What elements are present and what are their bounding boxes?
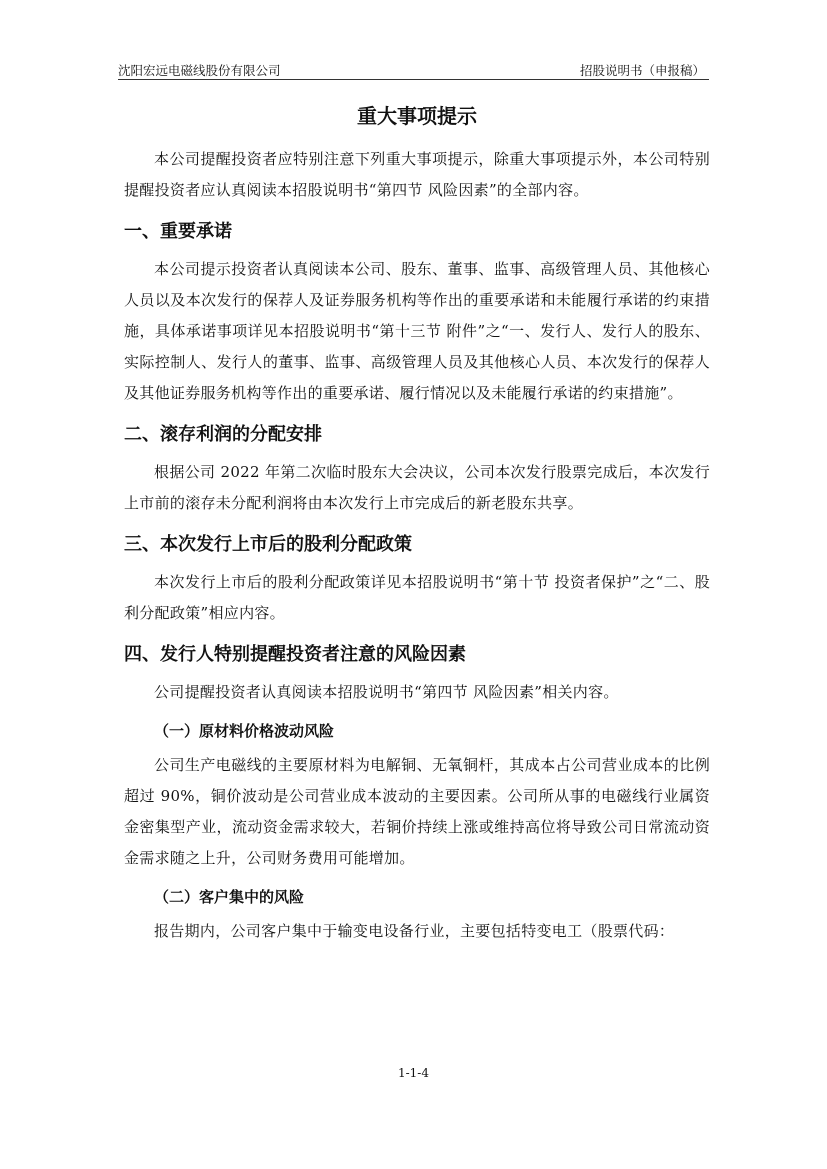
page-title: 重大事项提示: [357, 104, 477, 128]
subsection-4-2-heading: （二）客户集中的风险: [154, 888, 305, 906]
section-1-paragraph: 本公司提示投资者认真阅读本公司、股东、董事、监事、高级管理人员、其他核心人员以及本次发行的保荐人及证券服务机构等作出的重要承诺和未能履行承诺的约束措施，具体承诺事项详见本招股说明书“第十三节 附件”之“一、发行人、发行人的股东、实际控制人、发行人的董事、监事、高级管理人员及其他核心人员、本次发行的保荐人及其他证券服务机构等作出的重要承诺、履行情况以及未能履行承诺的约束措施”。: [124, 260, 710, 402]
section-3-heading: 三、本次发行上市后的股利分配政策: [124, 534, 412, 555]
section-1-heading: 一、重要承诺: [124, 221, 232, 242]
header-document-type: 招股说明书（申报稿）: [579, 63, 705, 78]
section-2-paragraph: 根据公司 2022 年第二次临时股东大会决议，公司本次发行股票完成后，本次发行上市前的滚存未分配利润将由本次发行上市完成后的新老股东共享。: [124, 463, 710, 512]
section-4-paragraph: 公司提醒投资者认真阅读本招股说明书“第四节 风险因素”相关内容。: [154, 683, 619, 701]
page-header: [118, 59, 709, 80]
intro-paragraph: 本公司提醒投资者应特别注意下列重大事项提示，除重大事项提示外，本公司特别提醒投资者应认真阅读本招股说明书“第四节 风险因素”的全部内容。: [124, 150, 710, 199]
section-4-heading: 四、发行人特别提醒投资者注意的风险因素: [124, 644, 466, 665]
section-2-heading: 二、滚存利润的分配安排: [124, 424, 322, 445]
page-number: 1-1-4: [397, 1066, 429, 1080]
document-body: [124, 96, 710, 947]
header-company-name: 沈阳宏远电磁线股份有限公司: [118, 63, 281, 78]
subsection-4-1-heading: （一）原材料价格波动风险: [154, 722, 335, 740]
subsection-4-1-paragraph: 公司生产电磁线的主要原材料为电解铜、无氧铜杆，其成本占公司营业成本的比例超过 90%，铜价波动是公司营业成本波动的主要因素。公司所从事的电磁线行业属资金密集型产业，流动资金需求较大，若铜价持续上涨或维持高位将导致公司日常流动资金需求随之上升，公司财务费用可能增加。: [124, 756, 710, 867]
section-3-paragraph: 本次发行上市后的股利分配政策详见本招股说明书“第十节 投资者保护”之“二、股利分配政策”相应内容。: [124, 573, 710, 622]
subsection-4-2-paragraph: 报告期内，公司客户集中于输变电设备行业，主要包括特变电工（股票代码：: [154, 922, 675, 940]
